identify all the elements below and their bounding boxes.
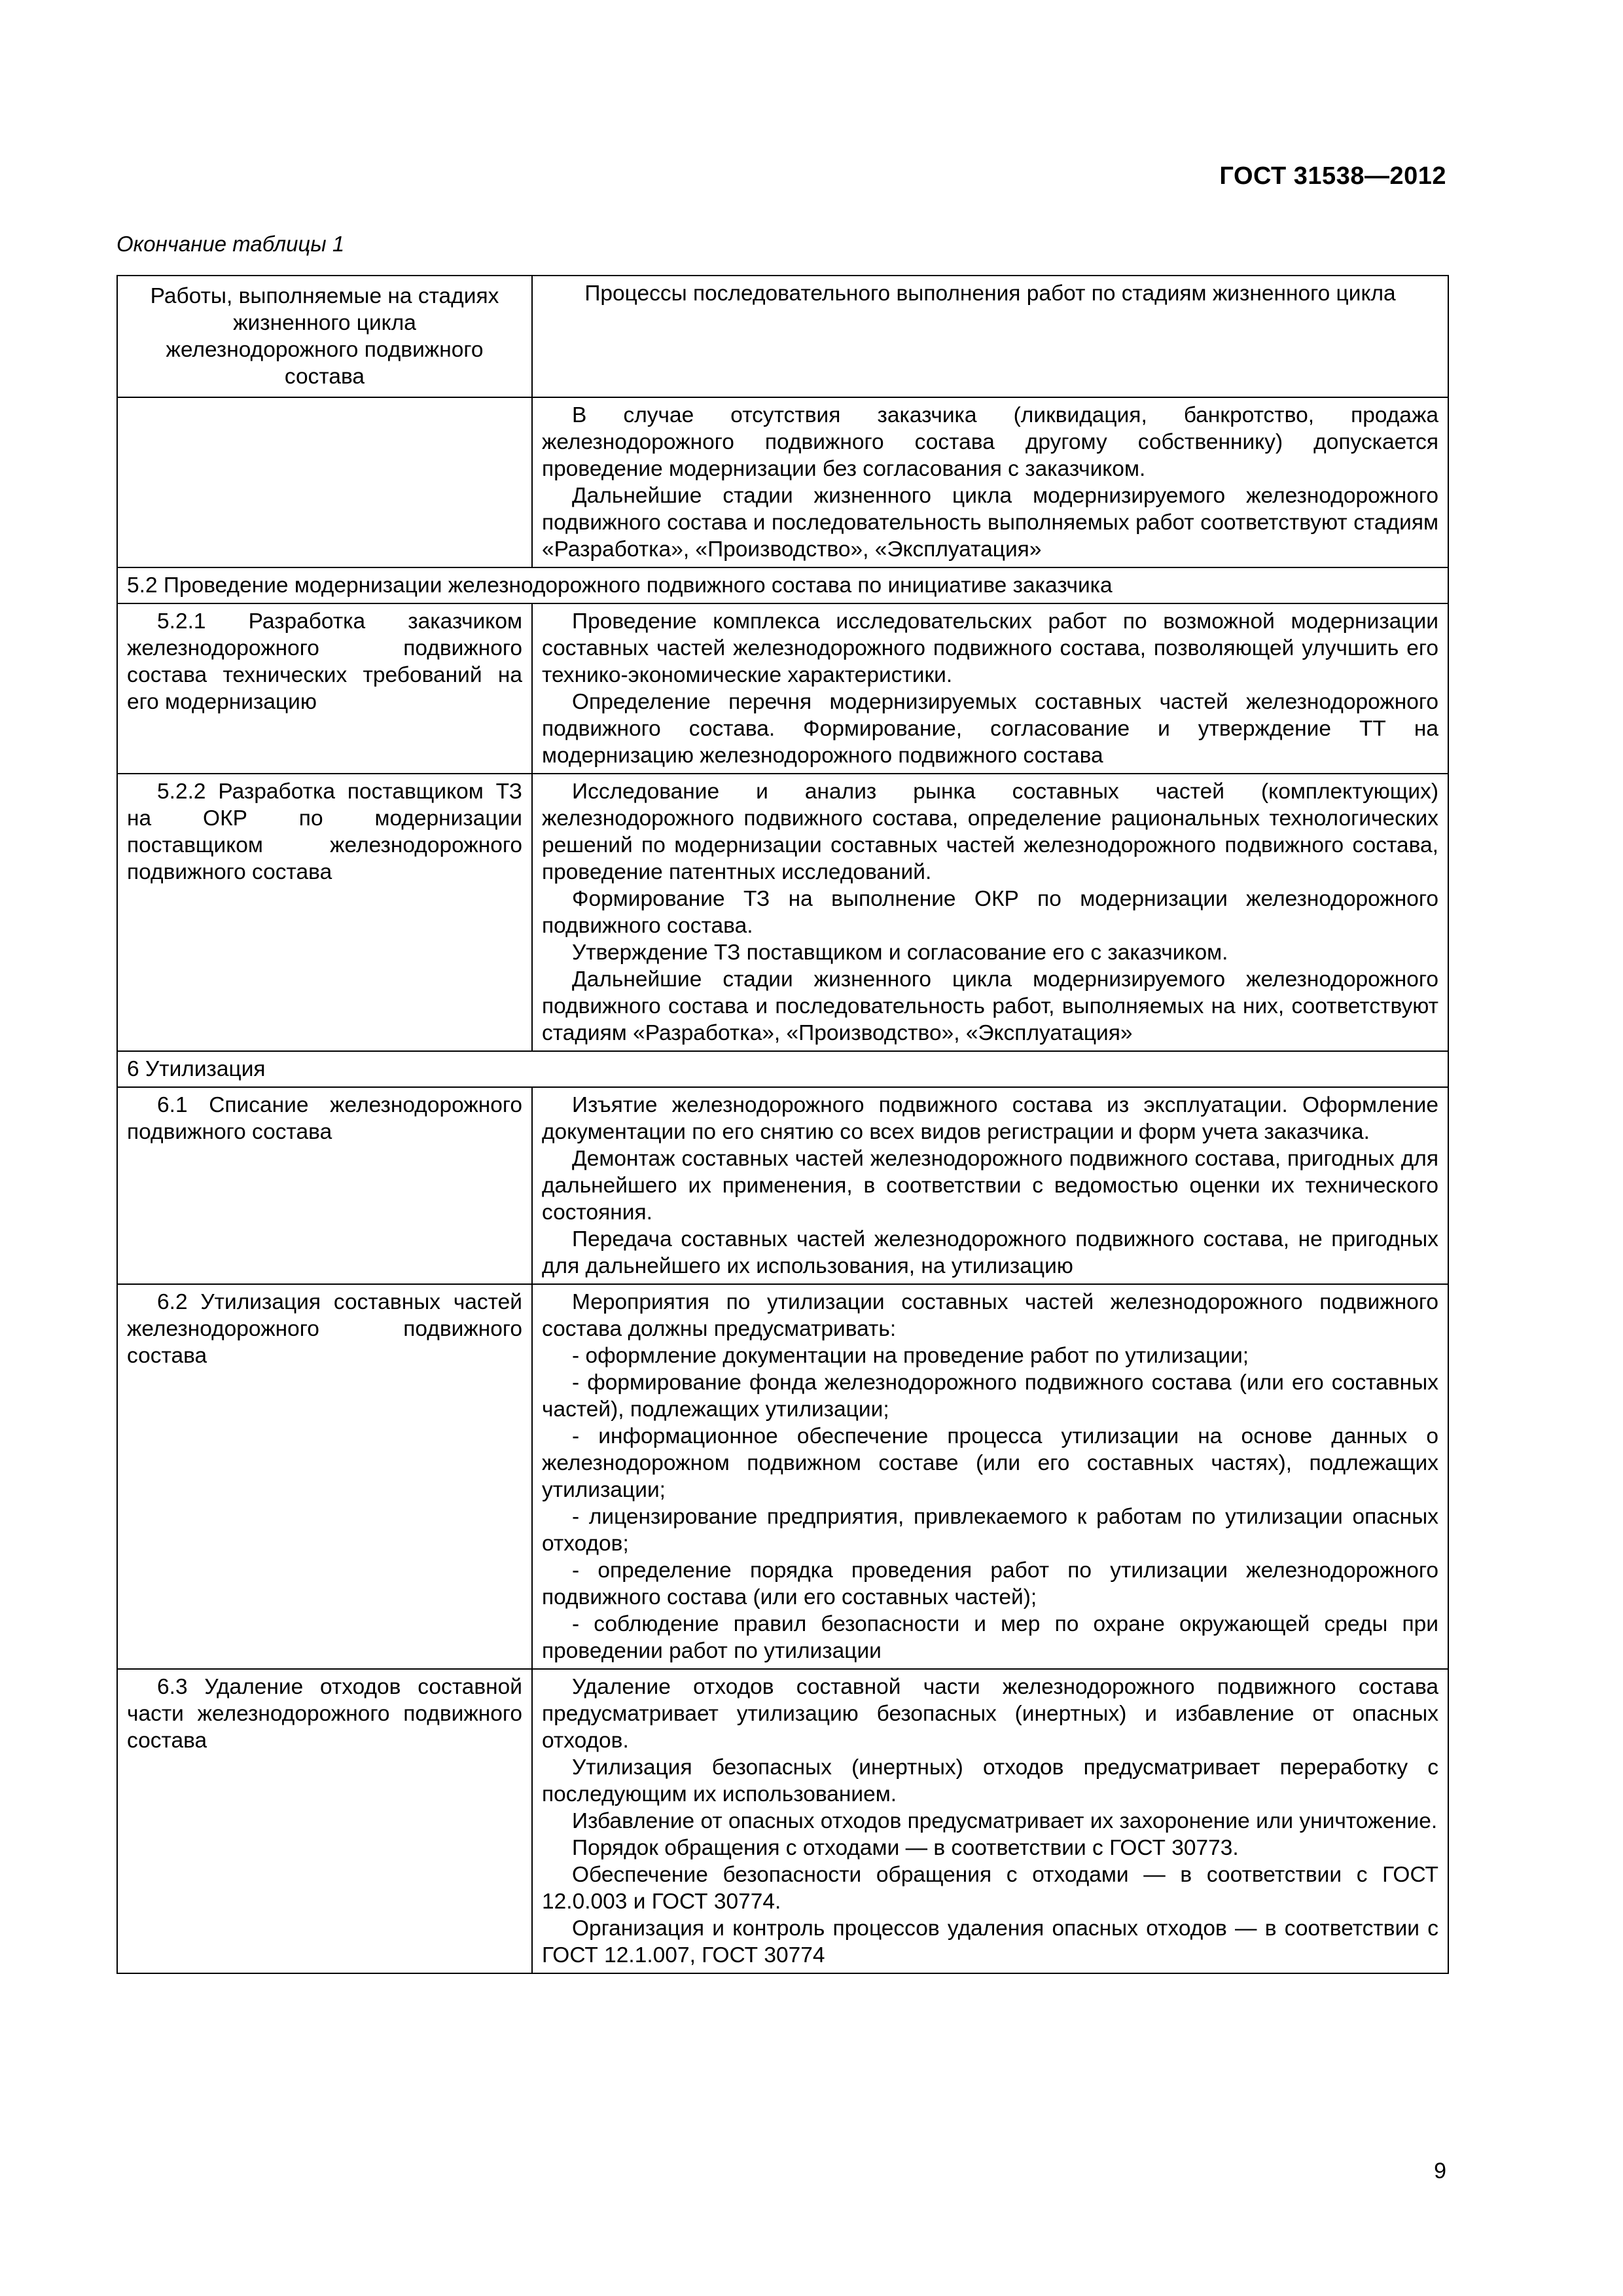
table-row	[117, 603, 1448, 774]
paragraph: Утверждение ТЗ поставщиком и согласование его с заказчиком.	[572, 941, 1228, 965]
paragraph: Передача составных частей железнодорожного подвижного состава, не пригодных для дальнейшего их использования, на утилизацию	[542, 1227, 1438, 1278]
list-item: - формирование фонда железнодорожного подвижного состава (или его составных частей), подлежащих утилизации;	[542, 1371, 1438, 1422]
work-title-5-2-2: 5.2.2 Разработка поставщиком ТЗ на ОКР по модернизации поставщиком железнодорожного подвижного состава	[127, 780, 522, 884]
row-left-empty	[117, 397, 532, 567]
paragraph: Избавление от опасных отходов предусматривает их захоронение или уничтожение.	[572, 1809, 1438, 1833]
paragraph: Дальнейшие стадии жизненного цикла модернизируемого железнодорожного подвижного состава и последовательность выполняемых работ соответствуют стадиям «Разработка», «Производство», «Эксплуатация»	[542, 484, 1438, 562]
row-right-cell	[532, 397, 1448, 567]
column-header-processes: Процессы последовательного выполнения работ по стадиям жизненного цикла	[532, 276, 1448, 397]
table-row	[117, 397, 1448, 567]
paragraph: Обеспечение безопасности обращения с отходами — в соответствии с ГОСТ 12.0.003 и ГОСТ 30774.	[542, 1863, 1438, 1914]
paragraph: Дальнейшие стадии жизненного цикла модернизируемого железнодорожного подвижного состава и последовательность работ, выполняемых на них, соответствуют стадиям «Разработка», «Производство», «Эксплуатация»	[542, 967, 1438, 1045]
paragraph: Проведение комплекса исследовательских работ по возможной модернизации составных частей железнодорожного подвижного состава, позволяющей улучшить его технико-экономические характеристики.	[542, 609, 1438, 687]
list-item: - лицензирование предприятия, привлекаемого к работам по утилизации опасных отходов;	[542, 1505, 1438, 1556]
work-title-6-3: 6.3 Удаление отходов составной части железнодорожного подвижного состава	[127, 1675, 522, 1753]
paragraph: В случае отсутствия заказчика (ликвидация, банкротство, продажа железнодорожного подвижного состава другому собственнику) допускается проведение модернизации без согласования с заказчиком.	[542, 403, 1438, 481]
table-row	[117, 1669, 1448, 1973]
row-left-cell	[117, 774, 532, 1051]
table-row	[117, 1087, 1448, 1284]
page-number: 9	[1434, 2159, 1446, 2183]
work-title-5-2-1: 5.2.1 Разработка заказчиком железнодорожного подвижного состава технических требований на его модернизацию	[127, 609, 522, 714]
row-right-cell	[532, 603, 1448, 774]
paragraph: Формирование ТЗ на выполнение ОКР по модернизации железнодорожного подвижного состава.	[542, 887, 1438, 938]
row-right-cell	[532, 1284, 1448, 1669]
row-left-cell	[117, 1284, 532, 1669]
table-header-row	[117, 276, 1448, 397]
document-code: ГОСТ 31538—2012	[1219, 162, 1446, 190]
column-header-works: Работы, выполняемые на стадиях жизненного цикла железнодорожного подвижного состава	[117, 276, 532, 397]
paragraph: Мероприятия по утилизации составных частей железнодорожного подвижного состава должны предусматривать:	[542, 1290, 1438, 1341]
paragraph: Порядок обращения с отходами — в соответствии с ГОСТ 30773.	[572, 1836, 1239, 1860]
section-row	[117, 567, 1448, 603]
work-title-6-2: 6.2 Утилизация составных частей железнодорожного подвижного состава	[127, 1290, 522, 1368]
list-item: - информационное обеспечение процесса утилизации на основе данных о железнодорожном подвижном составе (или его составных частях), подлежащих утилизации;	[542, 1424, 1438, 1502]
list-item: - определение порядка проведения работ по утилизации железнодорожного подвижного состава (или его составных частей);	[542, 1558, 1438, 1609]
paragraph: Исследование и анализ рынка составных частей (комплектующих) железнодорожного подвижного состава, определение рациональных технологических решений по модернизации составных частей железнодорожного подвижного состава, проведение патентных исследований.	[542, 780, 1438, 884]
row-right-cell	[532, 774, 1448, 1051]
table-caption: Окончание таблицы 1	[116, 232, 345, 256]
lifecycle-table	[116, 275, 1449, 1974]
section-row	[117, 1051, 1448, 1087]
work-title-6-1: 6.1 Списание железнодорожного подвижного состава	[127, 1093, 522, 1144]
row-right-cell	[532, 1669, 1448, 1973]
row-right-cell	[532, 1087, 1448, 1284]
paragraph: Удаление отходов составной части железнодорожного подвижного состава предусматривает утилизацию безопасных (инертных) и избавление от опасных отходов.	[542, 1675, 1438, 1753]
paragraph: Организация и контроль процессов удаления опасных отходов — в соответствии с ГОСТ 12.1.007, ГОСТ 30774	[542, 1916, 1438, 1967]
section-heading-5-2: 5.2 Проведение модернизации железнодорожного подвижного состава по инициативе заказчика	[117, 567, 1448, 603]
paragraph: Утилизация безопасных (инертных) отходов предусматривает переработку с последующим их использованием.	[542, 1755, 1438, 1806]
paragraph: Демонтаж составных частей железнодорожного подвижного состава, пригодных для дальнейшего их применения, в соответствии с ведомостью оценки их технического состояния.	[542, 1147, 1438, 1225]
section-heading-6: 6 Утилизация	[117, 1051, 1448, 1087]
row-left-cell	[117, 1669, 532, 1973]
list-item: - оформление документации на проведение работ по утилизации;	[572, 1344, 1249, 1368]
row-left-cell	[117, 1087, 532, 1284]
paragraph: Изъятие железнодорожного подвижного состава из эксплуатации. Оформление документации по его снятию со всех видов регистрации и форм учета заказчика.	[542, 1093, 1438, 1144]
list-item: - соблюдение правил безопасности и мер по охране окружающей среды при проведении работ по утилизации	[542, 1612, 1438, 1663]
table-row	[117, 1284, 1448, 1669]
row-left-cell	[117, 603, 532, 774]
table-row	[117, 774, 1448, 1051]
paragraph: Определение перечня модернизируемых составных частей железнодорожного подвижного состава. Формирование, согласование и утверждение ТТ на модернизацию железнодорожного подвижного состава	[542, 690, 1438, 768]
